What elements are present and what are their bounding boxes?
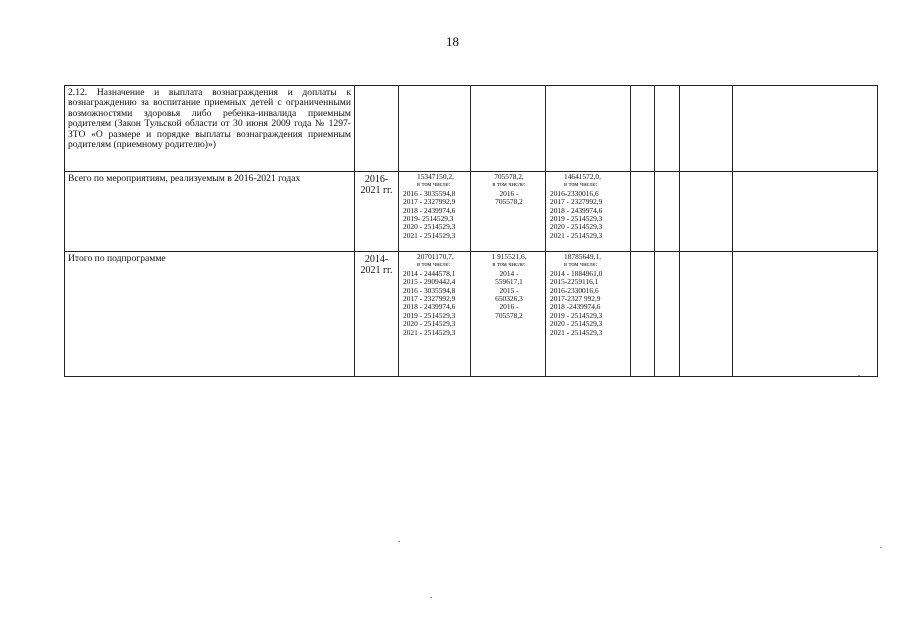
scan-speck xyxy=(880,547,882,548)
row-federal-amount xyxy=(471,172,546,252)
row-regional-amount xyxy=(546,86,631,172)
amount-year-line: 2019- 2514529,3 xyxy=(403,214,454,224)
amount-year-line: 2020 - 2514529,3 xyxy=(550,222,603,232)
empty-cell xyxy=(733,252,878,377)
amount-year-line: 2018 - 2439974,6 xyxy=(403,302,456,312)
empty-cell xyxy=(733,172,878,252)
amount-year-line: 2017 - 2327992,9 xyxy=(403,294,456,304)
empty-cell xyxy=(680,86,733,172)
amount-year-line: 2017 - 2327992,9 xyxy=(550,197,603,207)
empty-cell xyxy=(631,252,655,377)
row-period: 2016-2021 гг. xyxy=(355,172,399,252)
amount-year-line: 2018 -2439974,6 xyxy=(550,302,601,312)
amount-year-line: 2019 - 2514529,3 xyxy=(403,310,456,320)
amount-year-line: 705578,2 xyxy=(495,310,523,320)
amount-year-line: 2018 - 2439974,6 xyxy=(550,205,603,215)
amount-year-line: 2016 - 3035594,8 xyxy=(403,188,456,198)
row-period xyxy=(355,86,399,172)
scan-speck xyxy=(398,541,400,542)
amount-total-line: 15347150,2, xyxy=(417,172,454,181)
empty-cell xyxy=(733,86,878,172)
row-regional-amount xyxy=(546,252,631,377)
amount-year-line: 2016 - xyxy=(499,302,519,312)
row-total-amount xyxy=(399,86,471,172)
amount-including-label: в том числе: xyxy=(417,261,451,269)
amount-including-label: в том числе: xyxy=(492,261,526,269)
row-description: Итого по подпрограмме xyxy=(65,252,355,377)
amount-year-line: 2021 - 2514529,3 xyxy=(550,230,603,240)
amount-total-line: 1 915521,6, xyxy=(491,252,527,261)
amount-total-line: 705578,2, xyxy=(494,172,524,181)
amount-year-line: 559617,1 xyxy=(495,277,523,287)
row-period: 2014-2021 гг. xyxy=(355,252,399,377)
amount-including-label: в том числе: xyxy=(417,181,451,189)
amount-year-line: 2019 - 2514529,3 xyxy=(550,310,603,320)
amount-year-line: 2018 - 2439974,6 xyxy=(403,205,456,215)
amount-including-label: в том числе: xyxy=(564,261,598,269)
table-row xyxy=(65,86,878,172)
empty-cell xyxy=(680,172,733,252)
empty-cell xyxy=(680,252,733,377)
amount-year-line: 2016-2330016,6 xyxy=(550,285,599,295)
table-row xyxy=(65,252,878,377)
amount-total-line: 14641572,0, xyxy=(564,172,601,181)
row-description: 2.12. Назначение и выплата вознаграждения и доплаты к вознаграждению за воспитание приемных детей с ограниченными возможностями здоровья либо ребенка-инвалида приемным родителям (Закон Тульской области от 30 июня 2009 года № 1297-ЗТО «О размере и порядке выплаты вознаграждения приемным родителям (приемному родителю)») xyxy=(65,86,355,172)
amount-year-line: 705578,2 xyxy=(495,197,523,207)
amount-year-line: 2021 - 2514529,3 xyxy=(550,327,603,337)
amount-year-line: 2017 - 2327992,9 xyxy=(403,197,456,207)
scan-speck xyxy=(858,375,860,376)
amount-including-label: в том числе: xyxy=(564,181,598,189)
amount-year-line: 2016-2330016,6 xyxy=(550,188,599,198)
amount-year-line: 2017-2327 992,9 xyxy=(550,294,601,304)
amount-year-line: 2014 - xyxy=(499,268,519,278)
amount-year-line: 2019 - 2514529,3 xyxy=(550,214,603,224)
empty-cell xyxy=(631,86,655,172)
row-regional-amount xyxy=(546,172,631,252)
empty-cell xyxy=(631,172,655,252)
amount-year-line: 2014 - 1884961,0 xyxy=(550,268,603,278)
amount-year-line: 2021 - 2514529,3 xyxy=(403,230,456,240)
page-number: 18 xyxy=(446,34,459,49)
subprogram-finance-table xyxy=(64,85,878,377)
amount-year-line: 2016 - xyxy=(499,188,519,198)
row-federal-amount xyxy=(471,86,546,172)
amount-year-line: 2020 - 2514529,3 xyxy=(403,319,456,329)
amount-including-label: в том числе: xyxy=(492,181,526,189)
row-total-amount xyxy=(399,172,471,252)
scan-speck xyxy=(430,597,432,598)
empty-cell xyxy=(655,252,680,377)
amount-year-line: 2015 - 2909442,4 xyxy=(403,277,456,287)
amount-total-line: 18785649,1, xyxy=(564,252,601,261)
row-federal-amount xyxy=(471,252,546,377)
amount-year-line: 2016 - 3035594,8 xyxy=(403,285,456,295)
amount-year-line: 2021 - 2514529,3 xyxy=(403,327,456,337)
empty-cell xyxy=(655,86,680,172)
row-total-amount xyxy=(399,252,471,377)
amount-year-line: 2020 - 2514529,3 xyxy=(403,222,456,232)
amount-total-line: 20701170,7, xyxy=(417,252,454,261)
amount-year-line: 2015-2259116,1 xyxy=(550,277,599,287)
row-description: Всего по мероприятиям, реализуемым в 2016-2021 годах xyxy=(65,172,355,252)
empty-cell xyxy=(655,172,680,252)
table-row xyxy=(65,172,878,252)
amount-year-line: 650326,3 xyxy=(495,294,523,304)
amount-year-line: 2014 - 2444578,1 xyxy=(403,268,456,278)
amount-year-line: 2015 - xyxy=(499,285,519,295)
amount-year-line: 2020 - 2514529,3 xyxy=(550,319,603,329)
